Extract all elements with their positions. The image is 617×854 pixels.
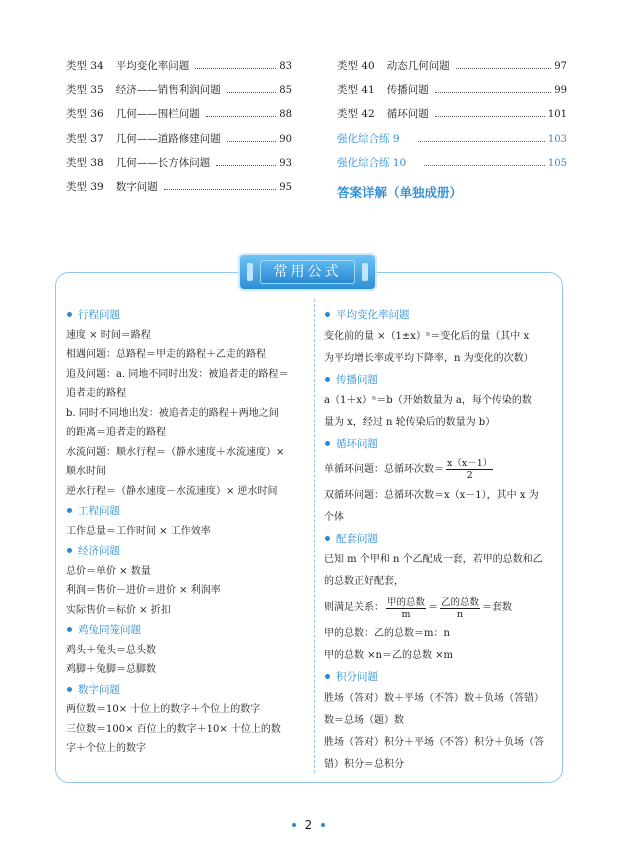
- toc-leader-dots: [195, 68, 276, 69]
- formula-line-match-ratio: 则满足关系： $\frac{\text{甲的总数}}{m}$ ＝ $\frac{\text{乙的总数}}{n}$ ＝套数: [324, 596, 513, 620]
- toc-entry-number: 类型 39: [66, 180, 104, 193]
- formula-line: 相遇问题：总路程＝甲走的路程＋乙走的路程: [66, 349, 266, 360]
- formula-line: 已知 m 个甲和 n 个乙配成一套，若甲的总数和乙: [324, 554, 543, 565]
- toc-entry-title: 几何——长方体问题: [115, 156, 211, 169]
- section-heading-rate: 平均变化率问题: [324, 305, 556, 326]
- toc-entry-page: 93: [279, 157, 292, 169]
- toc-entry[interactable]: [66, 155, 292, 179]
- bullet-icon: [67, 687, 72, 692]
- toc-entry-number: 类型 40: [337, 60, 375, 72]
- formula-line: 追者走的路程: [66, 388, 126, 399]
- toc-leader-dots: [456, 68, 552, 69]
- toc-entry-number: 强化综合练 10: [337, 156, 407, 169]
- toc-entry[interactable]: [337, 58, 567, 82]
- formula-line: 工作总量＝工作时间 × 工作效率: [66, 525, 211, 537]
- formula-line: 实际售价＝标价 × 折扣: [66, 604, 171, 616]
- formula-line: 量为 x，经过 n 轮传染后的数量为 b）: [324, 417, 496, 428]
- toc-entry-page: 83: [279, 61, 292, 72]
- formula-line: 字＋个位上的数字: [66, 743, 146, 754]
- toc-entry-title: 传播问题: [386, 84, 429, 97]
- toc-entry-number: 类型 41: [337, 84, 375, 97]
- formula-line: 速度 × 时间＝路程: [66, 329, 151, 341]
- formula-line: 顺水时间: [66, 466, 106, 477]
- toc-entry-title: 经济——销售利润问题: [115, 84, 221, 97]
- toc-leader-dots: [164, 189, 277, 190]
- toc-entry-page: 103: [547, 133, 567, 145]
- toc-entry-title: 几何——围栏问题: [115, 108, 200, 121]
- toc-entry[interactable]: [337, 106, 567, 130]
- formula-line: 追及问题：a. 同地不同时出发：被追者走的路程＝: [66, 368, 289, 380]
- toc-entry-page: 90: [279, 133, 292, 145]
- formula-line: 胜场（答对）积分＋平场（不答）积分＋负场（答: [324, 736, 544, 748]
- toc-entry-page: 99: [554, 85, 567, 97]
- formula-line: 甲的总数：乙的总数＝m：n: [324, 628, 450, 639]
- fraction: $\frac{\text{乙的总数}}{n}$: [441, 596, 480, 620]
- formula-line: 甲的总数 ×n＝乙的总数 ×m: [324, 650, 454, 661]
- toc-leader-dots: [216, 165, 276, 166]
- formula-line: 数＝总场（题）数: [324, 714, 404, 726]
- toc-leader-dots: [227, 141, 277, 142]
- toc-right-column: [337, 58, 567, 205]
- formula-line: 个体: [324, 511, 344, 523]
- toc-entry-page: 97: [554, 61, 567, 72]
- formula-right-column: [324, 305, 556, 776]
- bullet-icon: [67, 548, 72, 553]
- bullet-icon: [325, 312, 330, 317]
- toc-leader-dots: [206, 116, 277, 117]
- formula-line: 鸡头＋兔头＝总头数: [66, 644, 156, 656]
- banner-title: 常用公式: [260, 260, 355, 284]
- page-footer: [0, 818, 617, 832]
- bullet-icon: [325, 441, 330, 446]
- toc-entry-number: 类型 38: [66, 156, 104, 169]
- section-heading-travel: 行程问题: [66, 305, 298, 326]
- toc-leader-dots: [435, 92, 552, 93]
- formula-line: 变化前的量 ×（1±x）ⁿ＝变化后的量（其中 x: [324, 330, 530, 342]
- page-number: 2: [304, 818, 313, 832]
- formula-line: 双循环问题：总循环次数＝x（x－1），其中 x 为: [324, 489, 539, 501]
- formula-line: 利润＝售价－进价＝进价 × 利润率: [66, 585, 221, 596]
- toc-entry-title: 平均变化率问题: [115, 60, 190, 72]
- fraction: $\frac{x(x-1)}{2}$: [447, 458, 493, 481]
- toc-entry-page: 88: [279, 109, 292, 121]
- toc-answer-key[interactable]: 答案详解（单独成册）: [337, 184, 463, 200]
- toc-entry-number: 类型 37: [66, 132, 104, 145]
- toc-left-column: [66, 58, 292, 203]
- toc-entry-page: 105: [547, 157, 567, 169]
- toc-entry[interactable]: [66, 82, 292, 106]
- toc-entry-title: 数字问题: [115, 180, 158, 193]
- toc-leader-dots: [418, 141, 545, 142]
- section-heading-match: 配套问题: [324, 529, 556, 550]
- formula-line: 两位数＝10× 十位上的数字＋个位上的数字: [66, 704, 261, 715]
- formula-line: 水流问题：顺水行程＝（静水速度＋水流速度）×: [66, 446, 285, 458]
- toc-entry-title: 动态几何问题: [386, 60, 450, 72]
- toc-entry-title: 几何——道路修建问题: [115, 132, 221, 145]
- formula-line: 错）积分＝总积分: [324, 758, 404, 770]
- section-heading-spread: 传播问题: [324, 370, 556, 391]
- formula-line: 的距离＝追者走的路程: [66, 427, 166, 438]
- dot-icon: [321, 823, 325, 827]
- toc-entry-number: 类型 34: [66, 60, 104, 72]
- toc-entry[interactable]: [66, 106, 292, 130]
- toc-entry-number: 强化综合练 9: [337, 132, 400, 145]
- bullet-icon: [325, 536, 330, 541]
- formula-line: 胜场（答对）数＋平场（不答）数＋负场（答错）: [324, 692, 544, 704]
- toc-entry-page: 85: [279, 85, 292, 97]
- section-banner: [240, 255, 375, 289]
- section-heading-work: 工程问题: [66, 501, 298, 522]
- formula-line: 为平均增长率或平均下降率，n 为变化的次数）: [324, 352, 534, 364]
- bullet-icon: [325, 377, 330, 382]
- section-heading-digit: 数字问题: [66, 680, 298, 701]
- section-heading-economy: 经济问题: [66, 541, 298, 562]
- bullet-icon: [325, 674, 330, 679]
- formula-line: a（1＋x）ⁿ＝b（开始数量为 a，每个传染的数: [324, 395, 532, 406]
- section-heading-score: 积分问题: [324, 667, 556, 688]
- bullet-icon: [67, 627, 72, 632]
- toc-entry[interactable]: [66, 131, 292, 155]
- toc-leader-dots: [227, 92, 277, 93]
- toc-leader-dots: [424, 165, 545, 166]
- toc-entry-number: 类型 42: [337, 108, 375, 121]
- formula-line: 总价＝单价 × 数量: [66, 565, 151, 577]
- toc-entry[interactable]: [66, 179, 292, 203]
- formula-left-column: [66, 305, 298, 759]
- toc-entry-number: 类型 35: [66, 84, 104, 97]
- column-divider: [314, 299, 315, 773]
- toc-entry[interactable]: [337, 155, 567, 179]
- toc-entry-number: 类型 36: [66, 108, 104, 121]
- section-heading-loop: 循环问题: [324, 434, 556, 455]
- toc-entry-page: 95: [279, 181, 292, 193]
- dot-icon: [292, 823, 296, 827]
- toc-entry-page: 101: [547, 109, 567, 121]
- toc-leader-dots: [435, 116, 545, 117]
- bullet-icon: [67, 312, 72, 317]
- formula-line: 的总数正好配套，: [324, 576, 404, 587]
- toc-entry[interactable]: [337, 82, 567, 106]
- section-heading-chicken-rabbit: 鸡兔同笼问题: [66, 620, 298, 641]
- bullet-icon: [67, 508, 72, 513]
- formula-line: b. 同时不同地出发：被追者走的路程＋两地之间: [66, 407, 279, 419]
- toc-entry-title: 循环问题: [386, 108, 429, 121]
- toc-entry[interactable]: [66, 58, 292, 82]
- formula-line: 逆水行程＝（静水速度－水流速度）× 逆水时间: [66, 485, 278, 497]
- toc-entry[interactable]: [337, 131, 567, 155]
- formula-line: 三位数＝100× 百位上的数字＋10× 十位上的数: [66, 723, 281, 735]
- fraction: $\frac{\text{甲的总数}}{m}$: [387, 596, 426, 620]
- formula-line: 鸡脚＋兔脚＝总脚数: [66, 664, 156, 675]
- formula-line-single-loop: 单循环问题：总循环次数＝ $\frac{x(x-1)}{2}$: [324, 458, 493, 481]
